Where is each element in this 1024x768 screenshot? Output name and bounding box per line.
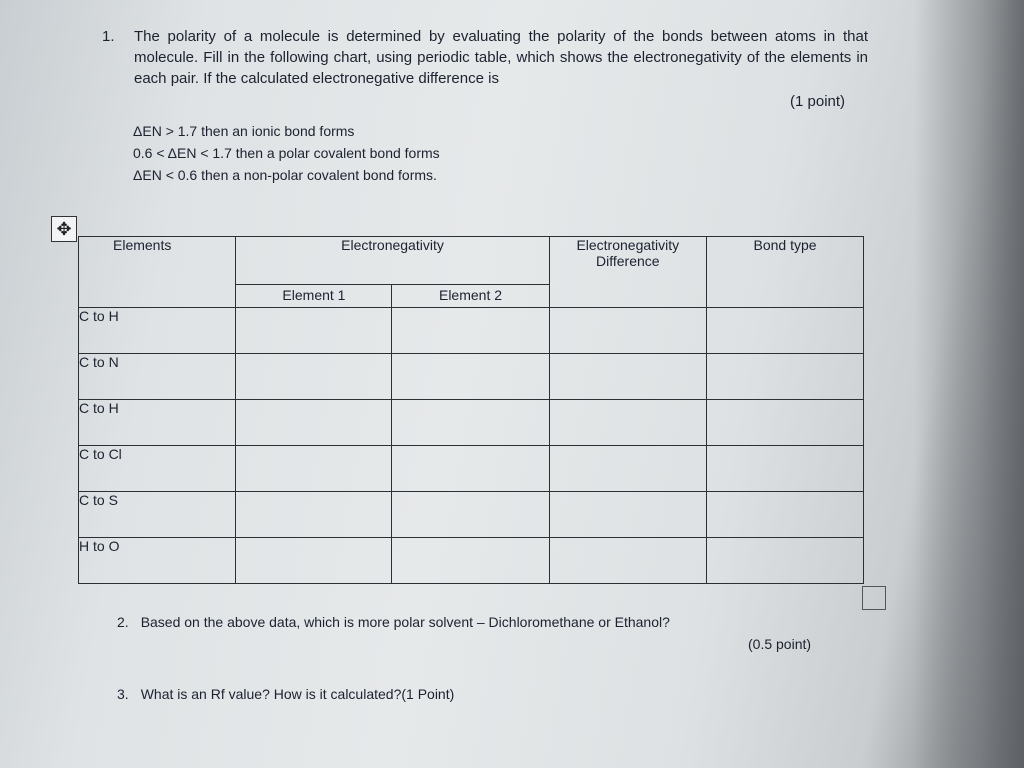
cell-bond-type[interactable]	[707, 538, 864, 584]
cell-bond-type[interactable]	[707, 446, 864, 492]
row-pair-label: C to H	[79, 308, 236, 354]
cell-difference[interactable]	[549, 308, 707, 354]
question-2	[117, 612, 670, 632]
cell-element-2[interactable]	[392, 492, 549, 538]
question-2-number: 2.	[117, 614, 129, 630]
table-resize-handle[interactable]	[862, 586, 886, 610]
question-2-text: Based on the above data, which is more polar solvent – Dichloromethane or Ethanol?	[140, 614, 670, 630]
header-difference: Electronegativity Difference	[549, 237, 707, 308]
rule-ionic: ΔEN > 1.7 then an ionic bond forms	[133, 123, 355, 139]
table-row	[79, 308, 864, 354]
question-3-text: What is an Rf value? How is it calculated?(1 Point)	[140, 686, 455, 702]
question-1	[102, 26, 868, 89]
cell-element-1[interactable]	[236, 354, 392, 400]
table-row	[79, 446, 864, 492]
cell-bond-type[interactable]	[707, 308, 864, 354]
cell-element-1[interactable]	[236, 446, 392, 492]
row-pair-label: C to H	[79, 400, 236, 446]
cell-difference[interactable]	[549, 354, 707, 400]
table-row	[79, 354, 864, 400]
header-element-2: Element 2	[392, 285, 549, 308]
question-1-text: The polarity of a molecule is determined by evaluating the polarity of the bonds between atoms in that molecule. Fill in the following chart, using periodic table, which shows the electronegativity of the elements in each pair. If the calculated electronegative difference is	[134, 28, 868, 87]
rule-polar-covalent: 0.6 < ΔEN < 1.7 then a polar covalent bond forms	[133, 145, 440, 161]
row-pair-label: C to S	[79, 492, 236, 538]
cell-bond-type[interactable]	[707, 492, 864, 538]
header-bond-type: Bond type	[707, 237, 864, 308]
header-elements: Elements	[79, 237, 236, 308]
table-move-handle-icon[interactable]: ✥	[51, 216, 77, 242]
row-pair-label: C to N	[79, 354, 236, 400]
electronegativity-table	[78, 236, 864, 584]
question-3-number: 3.	[117, 686, 129, 702]
cell-difference[interactable]	[549, 400, 707, 446]
table-row	[79, 538, 864, 584]
question-1-points: (1 point)	[790, 93, 846, 110]
cell-element-2[interactable]	[392, 400, 549, 446]
question-3	[117, 686, 454, 702]
table-row	[79, 492, 864, 538]
cell-element-2[interactable]	[392, 354, 549, 400]
cell-element-1[interactable]	[236, 308, 392, 354]
page-edge-shadow	[914, 0, 1024, 768]
cell-difference[interactable]	[549, 538, 707, 584]
header-electronegativity: Electronegativity	[236, 237, 549, 285]
rule-nonpolar-covalent: ΔEN < 0.6 then a non-polar covalent bond forms.	[133, 167, 437, 183]
row-pair-label: H to O	[79, 538, 236, 584]
question-1-number: 1.	[102, 28, 115, 45]
bond-rules	[133, 120, 440, 186]
cell-bond-type[interactable]	[707, 354, 864, 400]
cell-element-2[interactable]	[392, 538, 549, 584]
cell-element-2[interactable]	[392, 446, 549, 492]
cell-element-1[interactable]	[236, 400, 392, 446]
cell-element-2[interactable]	[392, 308, 549, 354]
table-row	[79, 400, 864, 446]
cell-element-1[interactable]	[236, 492, 392, 538]
cell-difference[interactable]	[549, 446, 707, 492]
header-element-1: Element 1	[236, 285, 392, 308]
row-pair-label: C to Cl	[79, 446, 236, 492]
question-2-points: (0.5 point)	[748, 636, 812, 652]
cell-bond-type[interactable]	[707, 400, 864, 446]
cell-difference[interactable]	[549, 492, 707, 538]
cell-element-1[interactable]	[236, 538, 392, 584]
